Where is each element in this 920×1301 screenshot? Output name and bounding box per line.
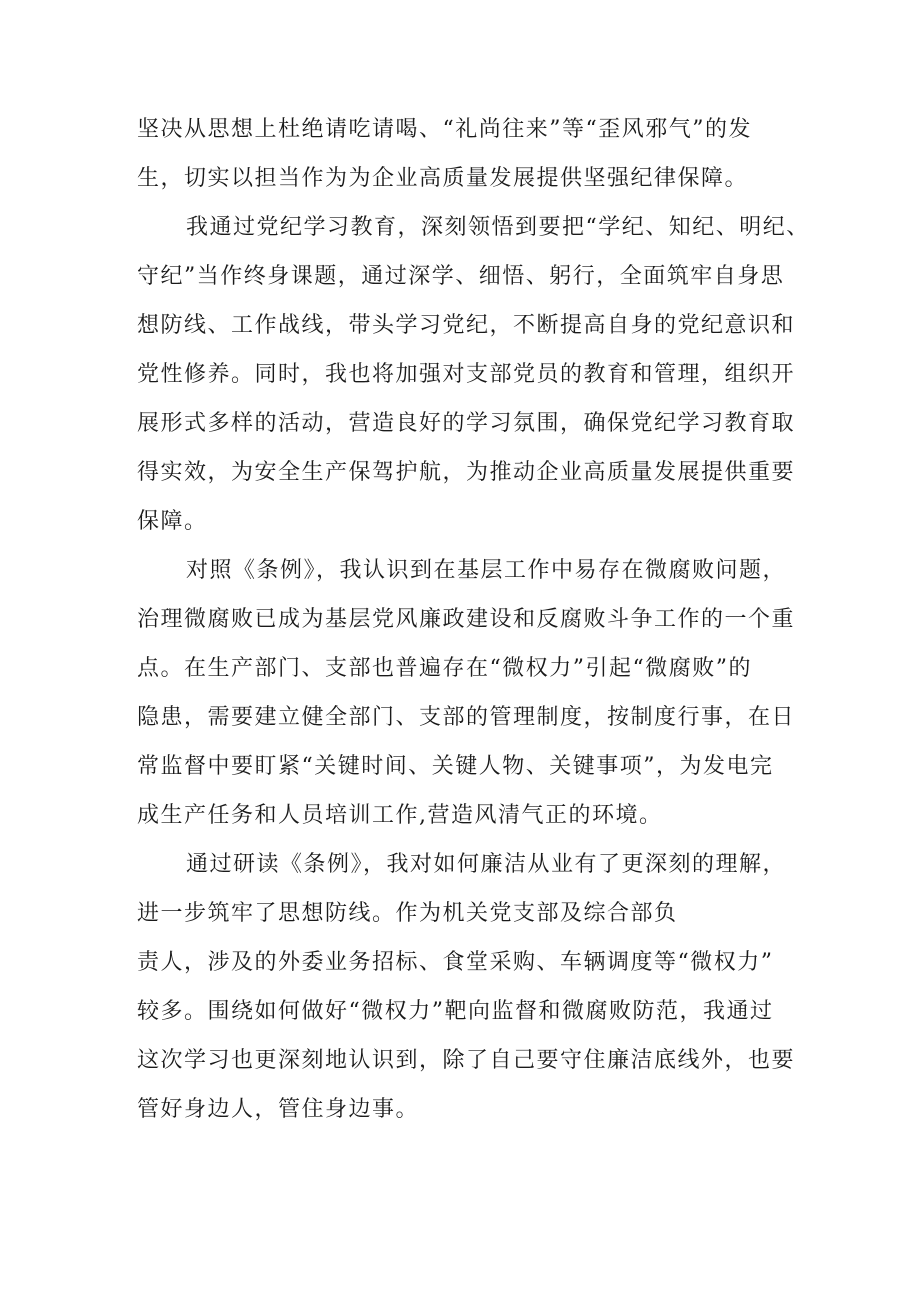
text-line-11: 治理微腐败已成为基层党风廉政建设和反腐败斗争工作的一个重 <box>137 607 796 632</box>
text-line-21: 管好身边人，管住身边事。 <box>137 1097 420 1122</box>
text-line-9: 保障。 <box>137 509 208 534</box>
text-line-15: 成生产任务和人员培训工作,营造风清气正的环境。 <box>137 803 663 828</box>
text-line-5: 想防线、工作战线，带头学习党纪，不断提高自身的党纪意识和 <box>137 313 796 338</box>
text-line-7: 展形式多样的活动，营造良好的学习氛围，确保党纪学习教育取 <box>137 411 796 436</box>
paragraph-3-first-line: 对照《条例》，我认识到在基层工作中易存在微腐败问题， <box>186 558 787 583</box>
text-line-20: 这次学习也更深刻地认识到，除了自己要守住廉洁底线外，也要 <box>137 1048 796 1073</box>
text-line-12: 点。在生产部门、支部也普遍存在“微权力”引起“微腐败”的 <box>137 656 752 681</box>
text-line-14: 常监督中要盯紧“关键时间、关键人物、关键事项”，为发电完 <box>137 754 774 779</box>
text-line-13: 隐患，需要建立健全部门、支部的管理制度，按制度行事，在日 <box>137 705 796 730</box>
text-line-6: 党性修养。同时，我也将加强对支部党员的教育和管理，组织开 <box>137 362 796 387</box>
text-line-4: 守纪”当作终身课题，通过深学、细悟、躬行，全面筑牢自身思 <box>137 264 785 289</box>
text-line-2: 生，切实以担当作为为企业高质量发展提供坚强纪律保障。 <box>137 166 749 191</box>
paragraph-4-first-line: 通过研读《条例》，我对如何廉洁从业有了更深刻的理解， <box>186 852 787 877</box>
text-line-19: 较多。围绕如何做好“微权力”靶向监督和微腐败防范，我通过 <box>137 999 774 1024</box>
text-line-17: 进一步筑牢了思想防线。作为机关党支部及综合部负 <box>137 901 678 926</box>
text-line-1: 坚决从思想上杜绝请吃请喝、“礼尚往来”等“歪风邪气”的发 <box>137 117 752 142</box>
text-line-8: 得实效，为安全生产保驾护航，为推动企业高质量发展提供重要 <box>137 460 796 485</box>
text-line-18: 责人，涉及的外委业务招标、食堂采购、车辆调度等“微权力” <box>137 950 774 975</box>
paragraph-2-first-line: 我通过党纪学习教育，深刻领悟到要把“学纪、知纪、明纪、 <box>186 215 810 240</box>
